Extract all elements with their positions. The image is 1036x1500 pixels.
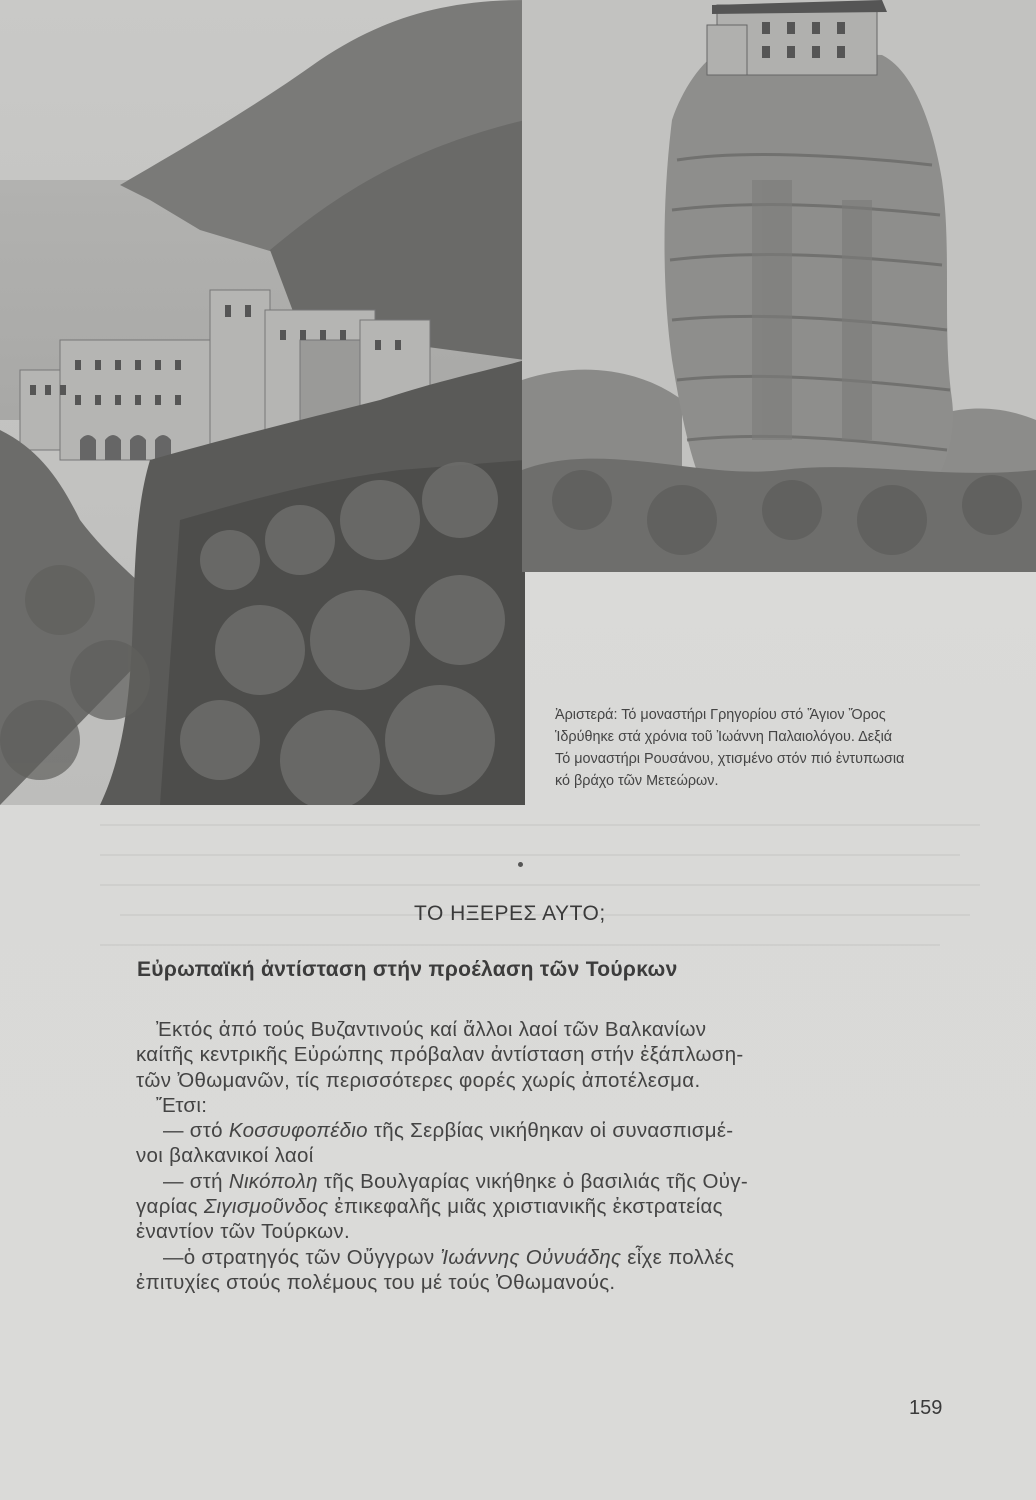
section-heading: Εὐρωπαϊκή ἀντίσταση στήν προέλαση τῶν Τούρκων [137, 958, 678, 981]
paragraph-line: Ἐκτός ἀπό τούς Βυζαντινούς καί ἄλλοι λαοί τῶν Βαλκανίων [156, 1018, 707, 1041]
list-text: γαρίας [136, 1195, 204, 1219]
photo-caption [555, 704, 1033, 792]
list-dash: —ὁ στρατηγός τῶν Οὔγγρων [163, 1245, 441, 1269]
list-dash: — στό [163, 1119, 229, 1143]
page-number: 159 [909, 1397, 943, 1419]
person-name: Σιγισμοῦνδος [203, 1195, 329, 1219]
body-text [136, 1017, 926, 1295]
list-dash: — στή [163, 1169, 229, 1193]
list-text: τῆς Σερβίας νικήθηκαν οἱ συνασπισμέ- [367, 1119, 734, 1143]
caption-line: Ἱδρύθηκε στά χρόνια τοῦ Ἰωάννη Παλαιολόγου. Δεξιά [555, 729, 893, 745]
photo-gregoriou-monastery [0, 0, 525, 805]
caption-line: Τό μοναστήρι Ρουσάνου, χτισμένο στόν πιό ἐντυπωσια [555, 751, 905, 767]
person-name: Ἰωάννης Οὐνυάδης [440, 1245, 622, 1269]
list-text: ἐπικεφαλῆς μιᾶς χριστιανικῆς ἐκστρατείας [328, 1195, 723, 1219]
photo-rousanou-monastery [522, 0, 1036, 572]
place-name: Νικόπολη [228, 1169, 318, 1193]
place-name: Κοσσυφοπέδιο [228, 1119, 368, 1143]
list-item-hunyadi [136, 1245, 926, 1270]
box-title: ΤΟ ΗΞΕΡΕΣ ΑΥΤΟ; [414, 902, 606, 925]
list-text: εἶχε πολλές [621, 1245, 735, 1269]
paragraph-line: Ἔτσι: [156, 1093, 208, 1117]
bullet-dot [518, 862, 523, 867]
list-item-kosovo [136, 1118, 926, 1143]
paragraph-line: τῶν Ὀθωμανῶν, τίς περισσότερες φορές χωρίς ἀποτέλεσμα. [136, 1068, 701, 1092]
paragraph-line [136, 1194, 926, 1219]
paragraph-line: καίτῆς κεντρικῆς Εὐρώπης πρόβαλαν ἀντίσταση στήν ἐξάπλωση- [136, 1043, 744, 1067]
list-text: τῆς Βουλγαρίας νικήθηκε ὁ βασιλιάς τῆς Οὐγ- [317, 1169, 748, 1193]
paragraph-line: νοι βαλκανικοί λαοί [136, 1144, 314, 1168]
list-item-nicopolis [136, 1169, 926, 1194]
paragraph-line: ἐναντίον τῶν Τούρκων. [136, 1220, 350, 1244]
caption-line: Ἀριστερά: Τό μοναστήρι Γρηγορίου στό Ἅγιον Ὄρος [555, 707, 886, 723]
caption-line: κό βράχο τῶν Μετεώρων. [555, 773, 719, 789]
paragraph-line: ἐπιτυχίες στούς πολέμους του μέ τούς Ὀθωμανούς. [136, 1270, 616, 1294]
